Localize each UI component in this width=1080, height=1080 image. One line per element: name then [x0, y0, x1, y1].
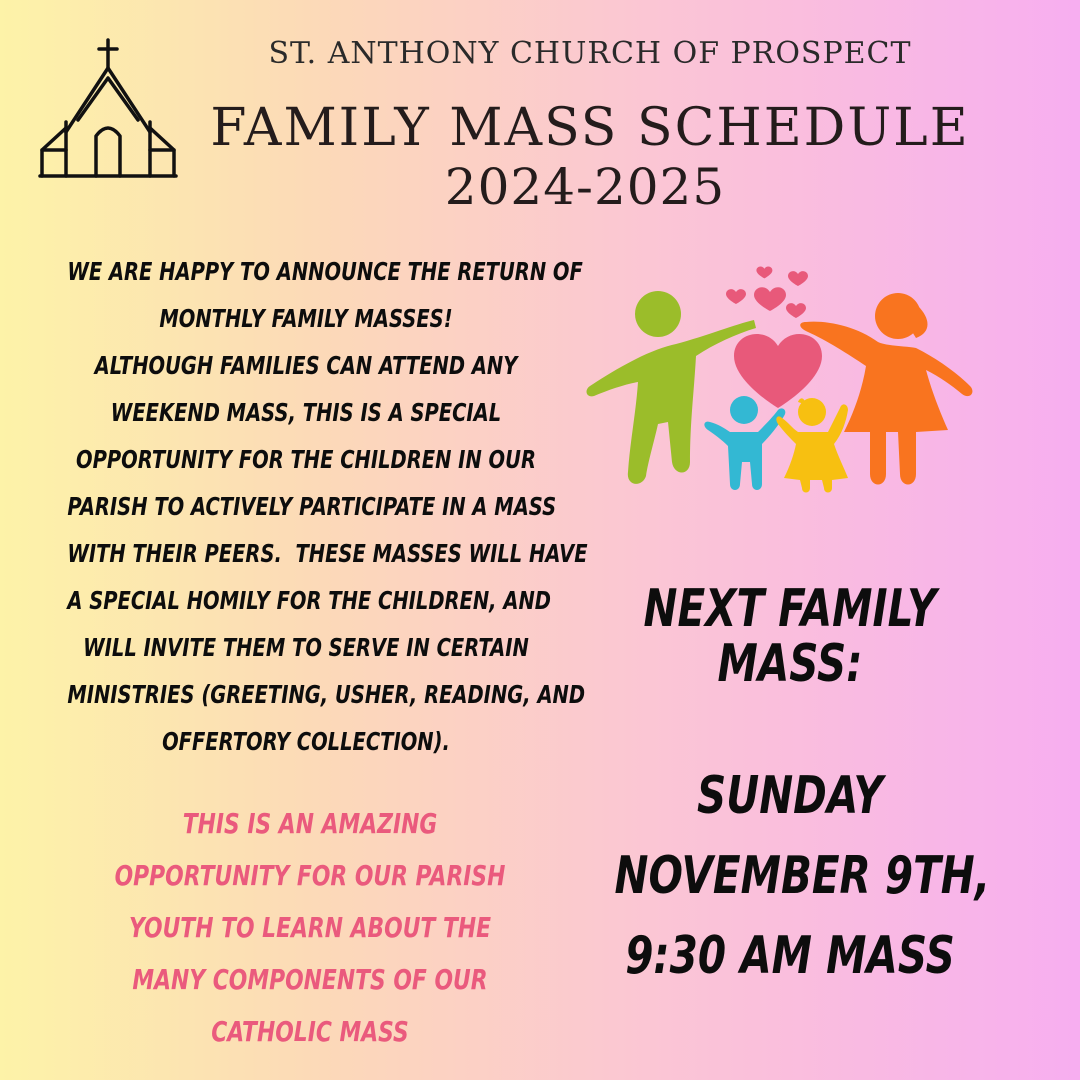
highlight-line: CATHOLIC MASS — [211, 1015, 409, 1048]
next-mass-heading-line: NEXT FAMILY — [643, 579, 937, 639]
highlight-line: MANY COMPONENTS OF OUR — [132, 963, 488, 996]
announcement-line: ALTHOUGH FAMILIES CAN ATTEND ANY — [94, 351, 518, 380]
announcement-line: WILL INVITE THEM TO SERVE IN CERTAIN — [83, 633, 529, 662]
family-hearts-icon — [586, 262, 976, 494]
next-mass-heading-line: MASS: — [717, 634, 863, 694]
church-icon — [38, 38, 178, 180]
next-mass-date — [614, 756, 991, 996]
page-title: FAMILY MASS SCHEDULE — [210, 98, 970, 158]
schedule-year: 2024-2025 — [444, 158, 726, 216]
announcement-line: MINISTRIES (GREETING, USHER, READING, AND — [67, 680, 586, 709]
announcement-line: MONTHLY FAMILY MASSES! — [159, 304, 453, 333]
announcement-line: WE ARE HAPPY TO ANNOUNCE THE RETURN OF — [67, 257, 583, 286]
church-name: ST. ANTHONY CHURCH OF PROSPECT — [268, 36, 912, 71]
highlight-line: OPPORTUNITY FOR OUR PARISH — [114, 859, 506, 892]
next-mass-day: SUNDAY — [697, 766, 883, 826]
next-mass-date-line: NOVEMBER 9TH, — [614, 846, 991, 906]
highlight-text — [99, 798, 520, 1058]
announcement-line: PARISH TO ACTIVELY PARTICIPATE IN A MASS — [67, 492, 557, 521]
next-mass-heading — [626, 579, 954, 694]
announcement-line: WITH THEIR PEERS. THESE MASSES WILL HAVE — [67, 539, 588, 568]
announcement-text — [67, 248, 588, 765]
announcement-line: OFFERTORY COLLECTION). — [162, 727, 450, 756]
announcement-line: OPPORTUNITY FOR THE CHILDREN IN OUR — [76, 445, 536, 474]
highlight-line: THIS IS AN AMAZING — [182, 807, 438, 840]
next-mass-time: 9:30 AM MASS — [625, 926, 955, 986]
announcement-line: WEEKEND MASS, THIS IS A SPECIAL — [110, 398, 502, 427]
announcement-line: A SPECIAL HOMILY FOR THE CHILDREN, AND — [67, 586, 551, 615]
highlight-line: YOUTH TO LEARN ABOUT THE — [128, 911, 492, 944]
